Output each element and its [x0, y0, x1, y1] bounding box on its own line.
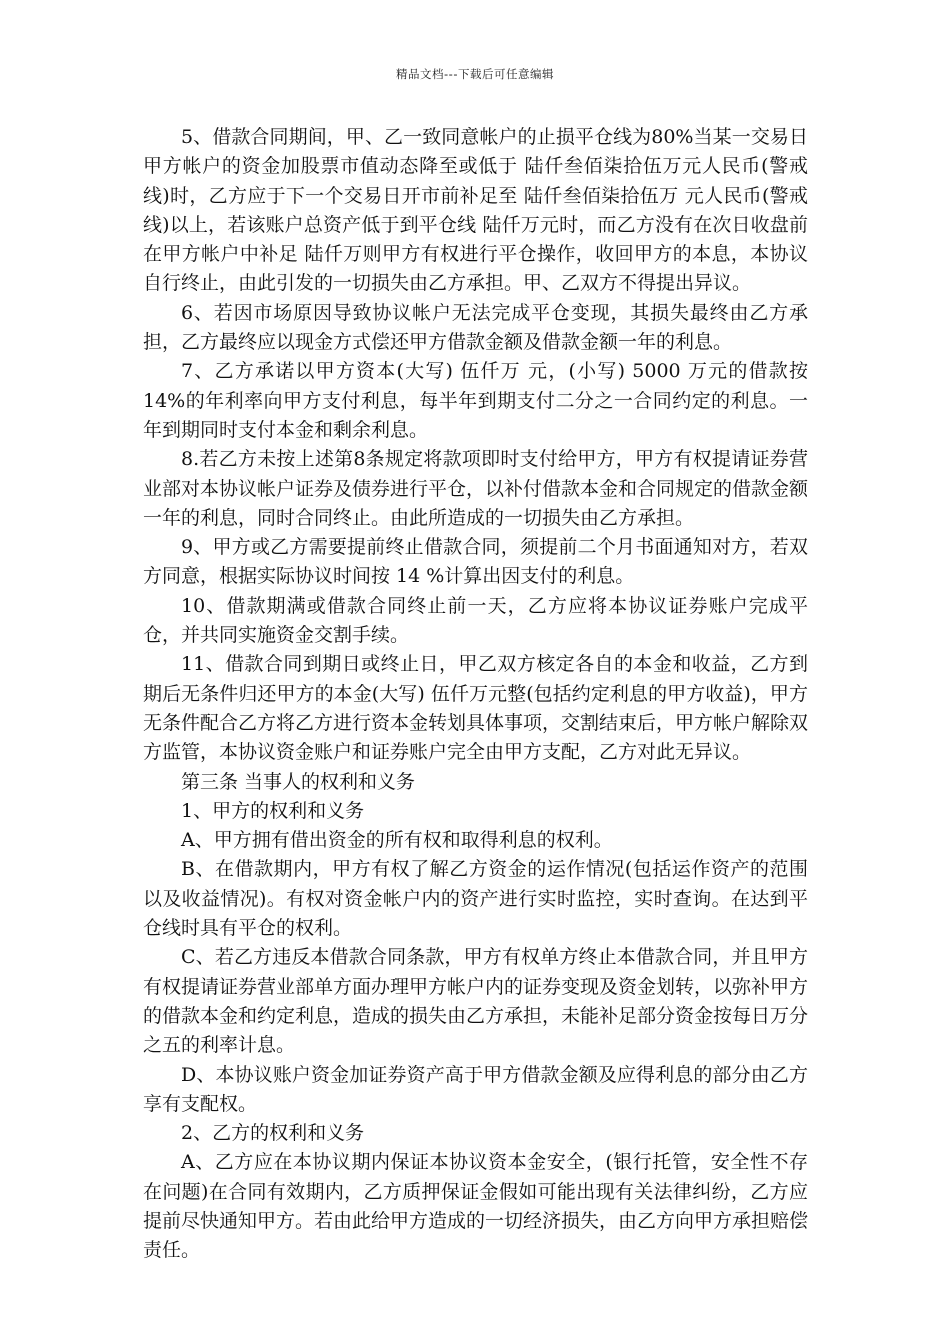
clause-5: 5、借款合同期间，甲、乙一致同意帐户的止损平仓线为80%当某一交易日甲方帐户的资金加股票市值动态降至或低于 陆仟叁佰柒拾伍万元人民币(警戒线)时，乙方应于下一个交易日开市前补足至 陆仟叁佰柒拾伍万 元人民币(警戒线)以上，若该账户总资产低于到平仓线 陆仟万元时，而乙方没有在次日收盘前在甲方帐户中补足 陆仟万则甲方有权进行平仓操作，收回甲方的本息，本协议自行终止，由此引发的一切损失由乙方承担。甲、乙双方不得提出异议。: [143, 126, 808, 295]
clause-7: 7、乙方承诺以甲方资本(大写) 伍仟万 元，(小写) 5000 万元的借款按14%的年利率向甲方支付利息，每半年到期支付二分之一合同约定的利息。一年到期同时支付本金和剩余利息。: [143, 360, 808, 441]
document-body: [143, 123, 808, 1266]
party-a-heading: 1、甲方的权利和义务: [181, 799, 365, 822]
party-a-item-b: B、在借款期内，甲方有权了解乙方资金的运作情况(包括运作资产的范围以及收益情况)。有权对资金帐户内的资产进行实时监控，实时查询。在达到平仓线时具有平仓的权利。: [143, 858, 808, 940]
clause-11: 11、借款合同到期日或终止日，甲乙双方核定各自的本金和收益，乙方到期后无条件归还甲方的本金(大写) 伍仟万元整(包括约定利息的甲方收益)，甲方无条件配合乙方将乙方进行资本金转划具体事项，交割结束后，甲方帐户解除双方监管，本协议资金账户和证券账户完全由甲方支配，乙方对此无异议。: [143, 653, 809, 764]
party-a-item-c: C、若乙方违反本借款合同条款，甲方有权单方终止本借款合同，并且甲方有权提请证券营业部单方面办理甲方帐户内的证券变现及资金划转，以弥补甲方的借款本金和约定利息，造成的损失由乙方承担，未能补足部分资金按每日万分之五的利率计息。: [143, 946, 809, 1057]
page-header: 精品文档---下载后可任意编辑: [396, 67, 554, 81]
clause-10: 10、借款期满或借款合同终止前一天，乙方应将本协议证券账户完成平仓，并共同实施资金交割手续。: [143, 594, 808, 647]
party-a-item-a: A、甲方拥有借出资金的所有权和取得利息的权利。: [181, 829, 613, 852]
party-b-item-a: A、乙方应在本协议期内保证本协议资本金安全，(银行托管，安全性不存在问题)在合同有效期内，乙方质押保证金假如可能出现有关法律纠纷，乙方应提前尽快通知甲方。若由此给甲方造成的一切经济损失，由乙方向甲方承担赔偿责任。: [143, 1151, 809, 1262]
clause-8: 8.若乙方未按上述第8条规定将款项即时支付给甲方，甲方有权提请证券营业部对本协议帐户证券及债券进行平仓，以补付借款本金和合同规定的借款金额一年的利息，同时合同终止。由此所造成的一切损失由乙方承担。: [143, 448, 809, 529]
clause-9: 9、甲方或乙方需要提前终止借款合同，须提前二个月书面通知对方，若双方同意，根据实际协议时间按 14 %计算出因支付的利息。: [143, 536, 808, 588]
party-a-item-d: D、本协议账户资金加证券资产高于甲方借款金额及应得利息的部分由乙方享有支配权。: [143, 1063, 808, 1115]
clause-6: 6、若因市场原因导致协议帐户无法完成平仓变现，其损失最终由乙方承担，乙方最终应以现金方式偿还甲方借款金额及借款金额一年的利息。: [143, 301, 808, 354]
party-b-heading: 2、乙方的权利和义务: [181, 1122, 365, 1145]
article-3-heading: 第三条 当事人的权利和义务: [181, 770, 416, 793]
